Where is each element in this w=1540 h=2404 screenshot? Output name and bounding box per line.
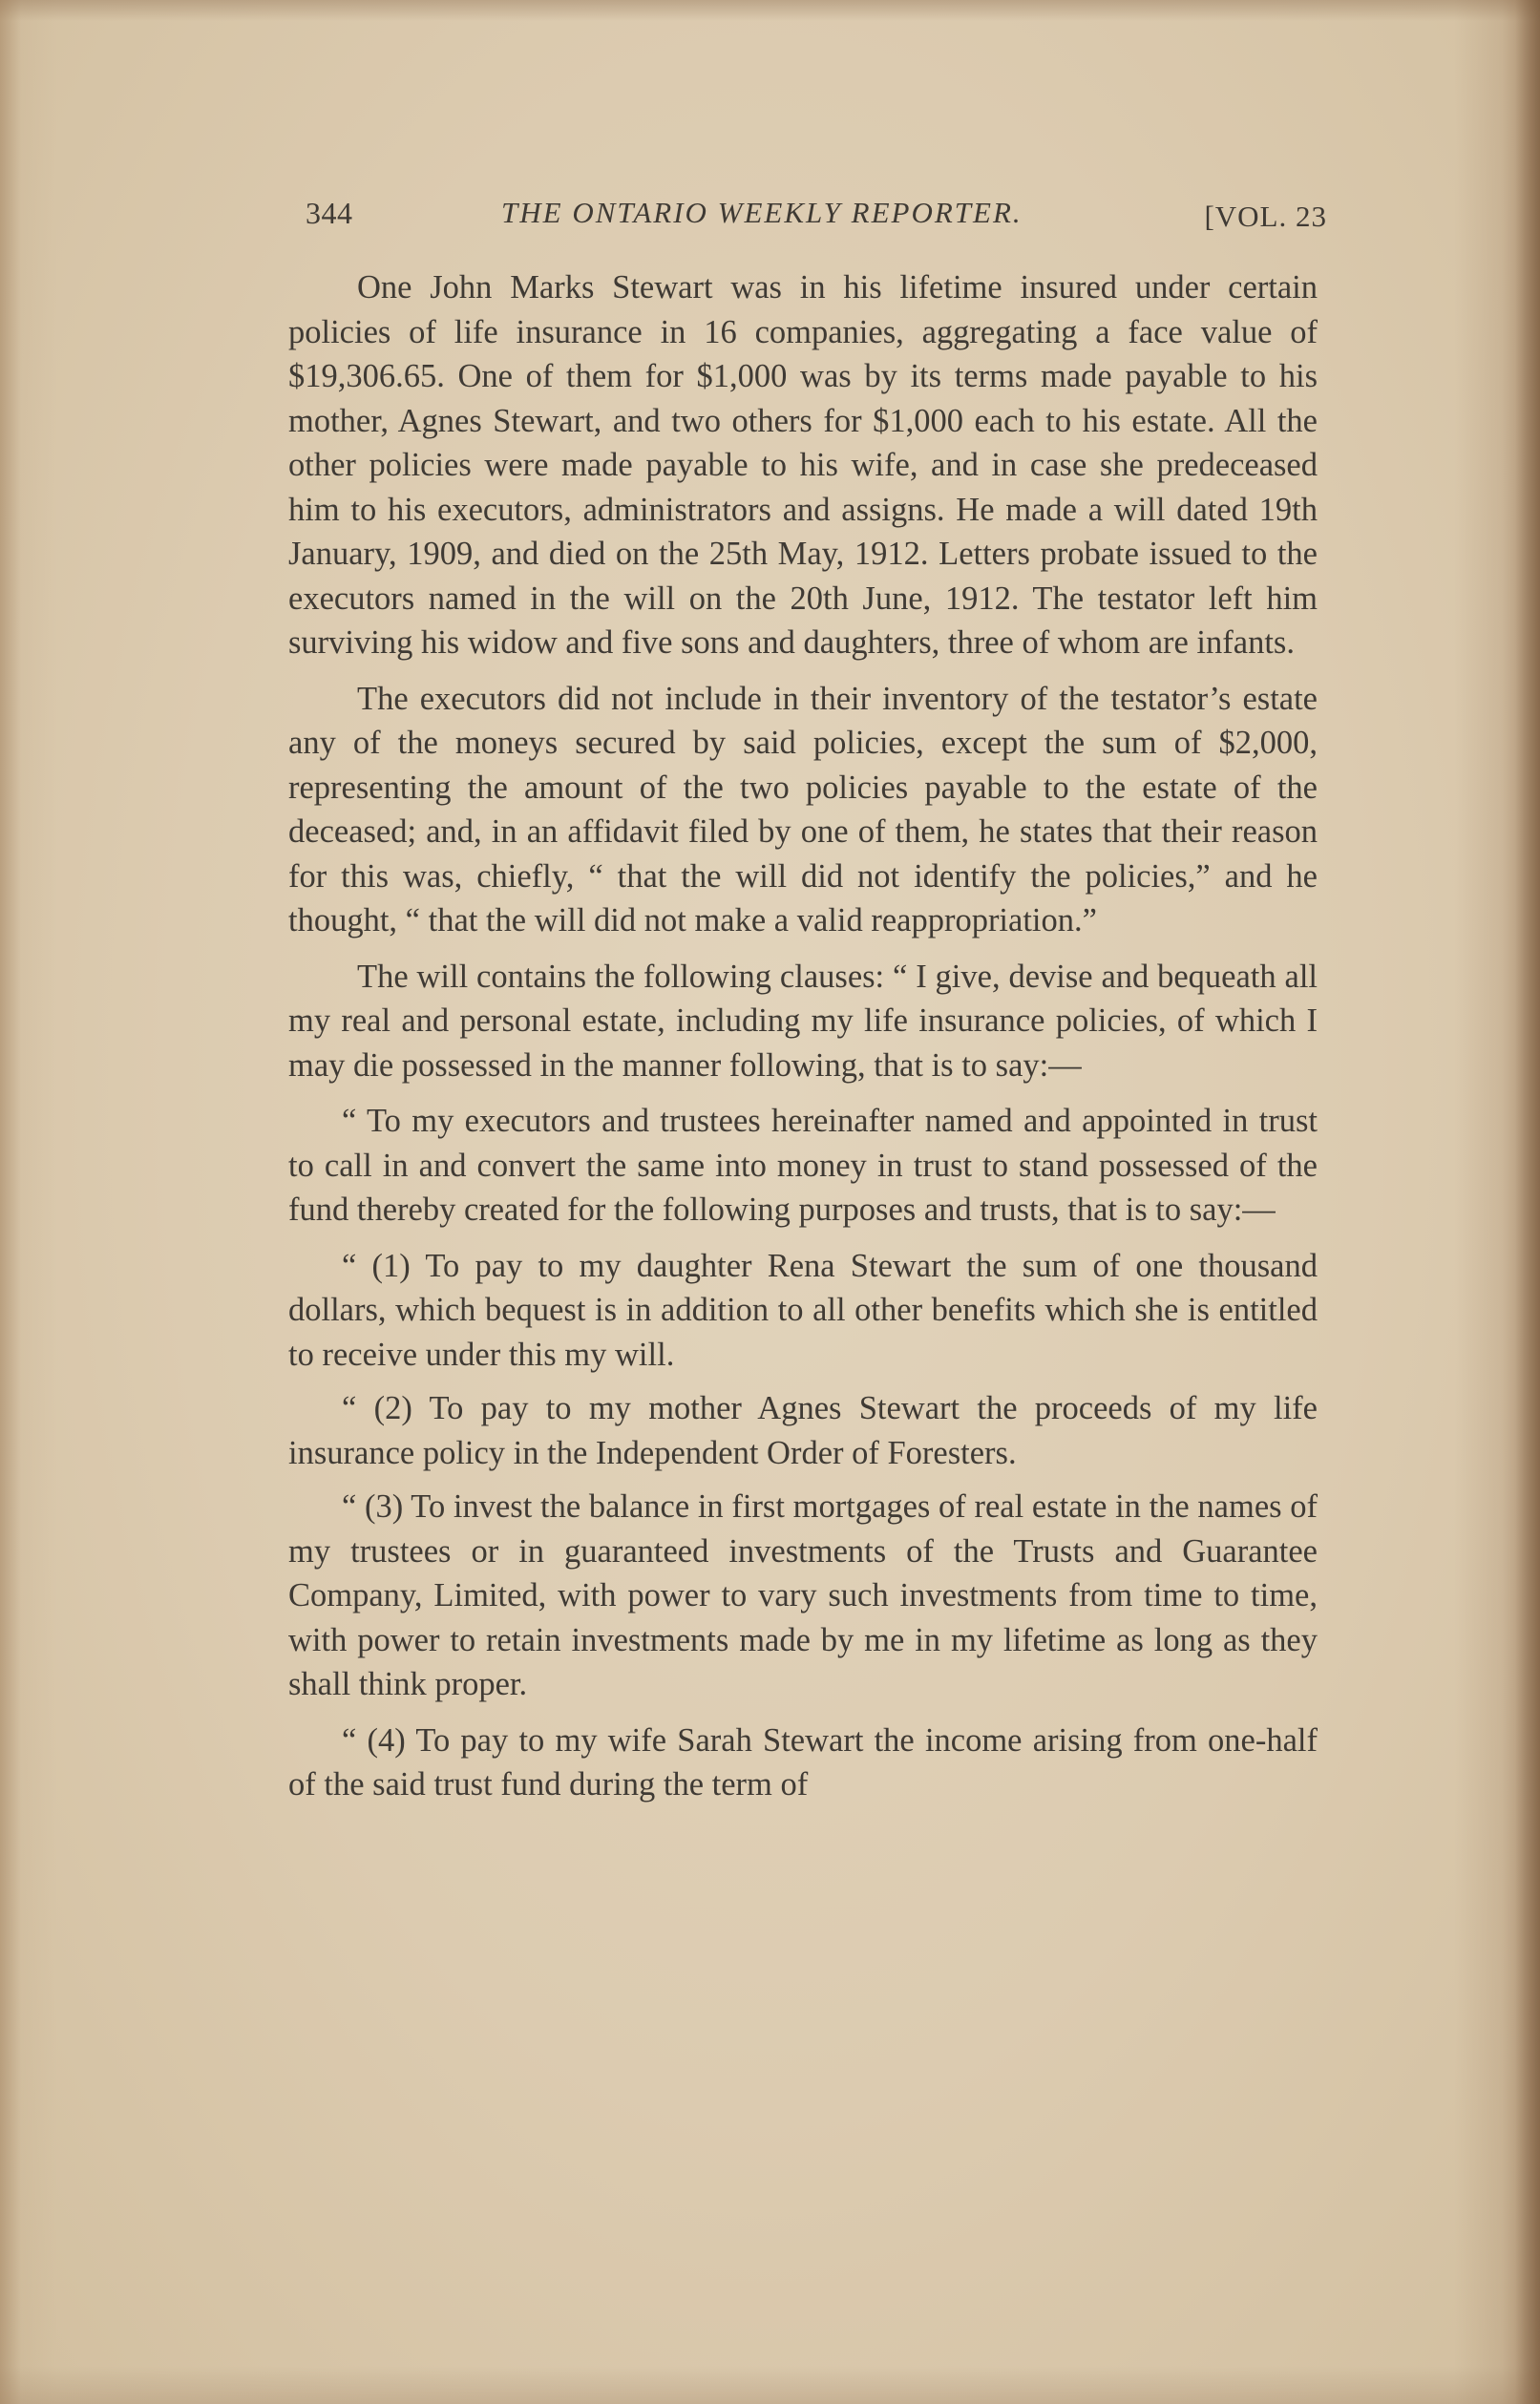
- paragraph-facts: One John Marks Stewart was in his lifetime insured under certain policies of life insurance in 16 companies, aggregating a face value of $19,306.65. One of them for $1,000 was by its terms made payable to his mother, Agnes Stewart, and two others for $1,000 each to his estate. All the other policies were made payable to his wife, and in case she predeceased him to his executors, administrators and assigns. He made a will dated 19th January, 1909, and died on the 25th May, 1912. Letters probate issued to the executors named in the will on the 20th June, 1912. The testator left him surviving his widow and five sons and daughters, three of whom are infants.: [288, 269, 1318, 661]
- clause-2: “ (2) To pay to my mother Agnes Stewart the proceeds of my life insurance policy in the Independent Order of Foresters.: [288, 1390, 1318, 1471]
- paragraph-trust: “ To my executors and trustees hereinafter named and appointed in trust to call in and convert the same into money in trust to stand possessed of the fund thereby created for the following purposes and trusts, that is to say:—: [288, 1103, 1318, 1228]
- page-edge-shadow: [1515, 0, 1540, 2404]
- volume-label: [VOL. 23: [1204, 200, 1327, 233]
- clause-3: “ (3) To invest the balance in first mortgages of real estate in the names of my trustees or in guaranteed investments of the Trusts and Guarantee Company, Limited, with power to vary such investments from time to time, with power to retain investments made by me in my lifetime as long as they shall think proper.: [288, 1488, 1318, 1702]
- body-text: [288, 265, 1318, 1819]
- clause-4: “ (4) To pay to my wife Sarah Stewart the income arising from one-half of the said trust fund during the term of: [288, 1721, 1318, 1803]
- clause-1: “ (1) To pay to my daughter Rena Stewart the sum of one thousand dollars, which bequest is in addition to all other benefits which she is entitled to receive under this my will.: [288, 1247, 1318, 1373]
- page-header: [306, 196, 1327, 253]
- page-number: 344: [306, 196, 353, 230]
- paragraph-will-clauses: The will contains the following clauses: “ I give, devise and bequeath all my real and personal estate, including my life insurance policies, of which I may die possessed in the manner following, that is to say:—: [288, 958, 1318, 1084]
- running-title: THE ONTARIO WEEKLY REPORTER.: [501, 196, 1023, 229]
- paragraph-executors: The executors did not include in their inventory of the testator’s estate any of the moneys secured by said policies, except the sum of $2,000, representing the amount of the two policies payable to the estate of the deceased; and, in an affidavit filed by one of them, he states that their reason for this was, chiefly, “ that the will did not identify the policies,” and he thought, “ that the will did not make a valid reappropriation.”: [288, 680, 1318, 938]
